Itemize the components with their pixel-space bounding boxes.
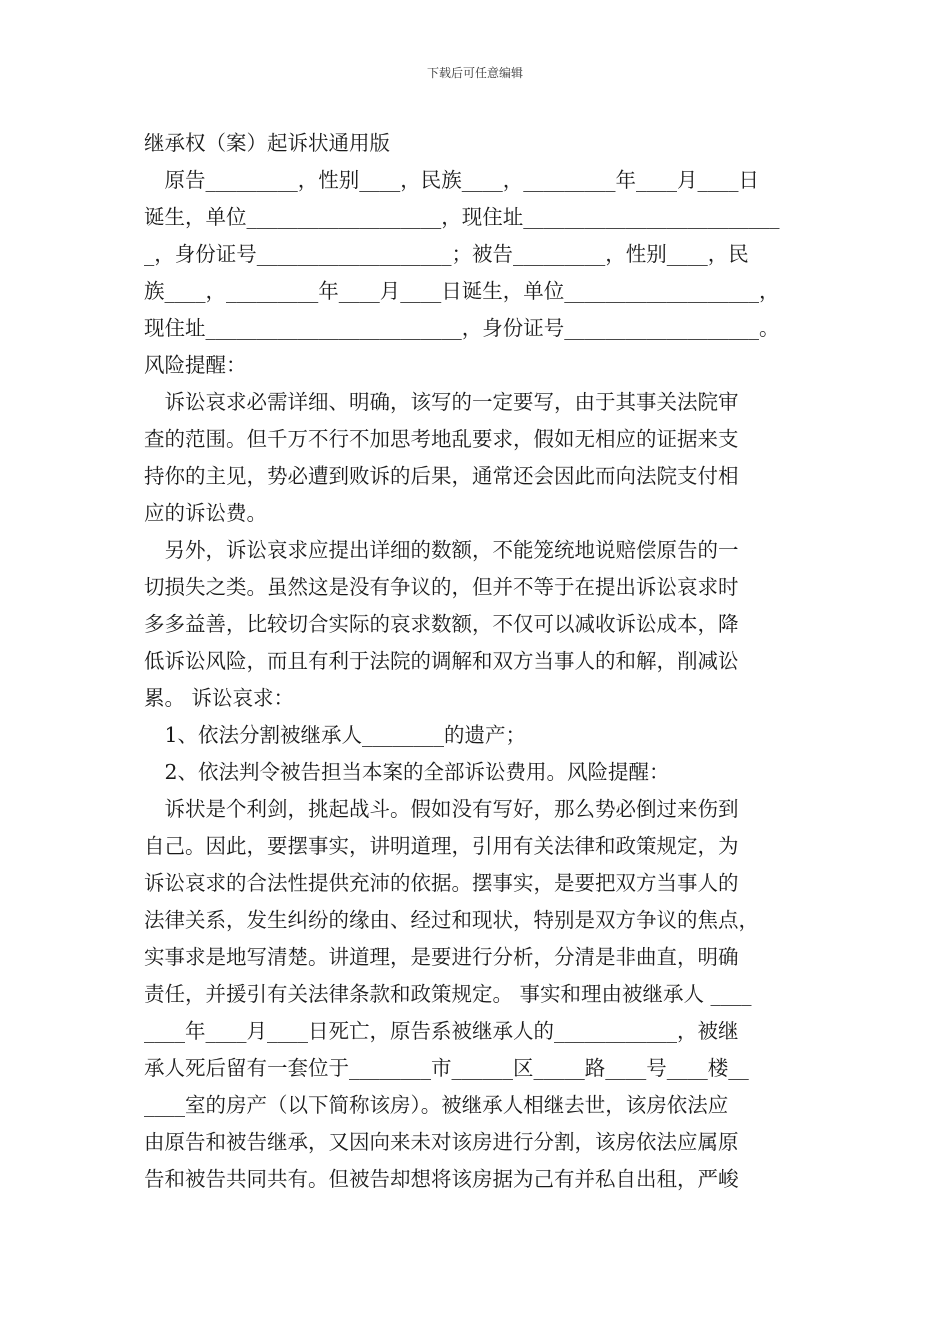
text-line: 累。 诉讼哀求： xyxy=(144,686,295,710)
text-line: 低诉讼风险，而且有利于法院的调解和双方当事人的和解，削减讼 xyxy=(144,649,739,673)
text-line: 查的范围。但千万不行不加思考地乱要求，假如无相应的证据来支 xyxy=(144,427,739,451)
text-line: 切损失之类。虽然这是没有争议的，但并不等于在提出诉讼哀求时 xyxy=(144,575,739,599)
text-line: 多多益善，比较切合实际的哀求数额，不仅可以减收诉讼成本，降 xyxy=(144,612,739,636)
text-line: 另外，诉讼哀求应提出详细的数额，不能笼统地说赔偿原告的一 xyxy=(144,538,739,562)
text-line: ____年____月____日死亡，原告系被继承人的____________，被继 xyxy=(144,1019,739,1043)
document-title: 继承权（案）起诉状通用版 xyxy=(144,131,390,155)
text-line: 诉讼哀求必需详细、明确，该写的一定要写，由于其事关法院审 xyxy=(144,390,739,414)
text-line: 责任，并援引有关法律条款和政策规定。 事实和理由被继承人 ____ xyxy=(144,982,752,1006)
text-line: 原告_________，性别____，民族____，_________年____月____日 xyxy=(144,168,759,192)
text-line: _，身份证号___________________；被告_________，性别____，民 xyxy=(144,242,749,266)
text-line: 诉讼哀求的合法性提供充沛的依据。摆事实，是要把双方当事人的 xyxy=(144,871,739,895)
text-line: 由原告和被告继承，又因向来未对该房进行分割，该房依法应属原 xyxy=(144,1130,739,1154)
page-header-note: 下载后可任意编辑 xyxy=(426,66,523,80)
section-heading: 风险提醒： xyxy=(144,353,247,377)
text-line: 实事求是地写清楚。讲道理，是要进行分析，分清是非曲直，明确 xyxy=(144,945,739,969)
text-line: 法律关系，发生纠纷的缘由、经过和现状，特别是双方争议的焦点， xyxy=(144,908,759,932)
text-line: 族____，_________年____月____日诞生，单位___________________， xyxy=(144,279,780,303)
claim-item: 1、依法分割被继承人________的遗产； xyxy=(144,723,527,747)
text-line: 诞生，单位___________________，现住址_________________________ xyxy=(144,205,780,229)
text-line: 现住址_________________________，身份证号___________________。 xyxy=(144,316,780,340)
text-line: ____室的房产（以下简称该房）。被继承人相继去世，该房依法应 xyxy=(144,1093,729,1117)
text-line: 诉状是个利剑，挑起战斗。假如没有写好，那么势必倒过来伤到 xyxy=(144,797,739,821)
text-line: 自己。因此，要摆事实，讲明道理，引用有关法律和政策规定，为 xyxy=(144,834,739,858)
text-line: 告和被告共同共有。但被告却想将该房据为己有并私自出租，严峻 xyxy=(144,1167,739,1191)
document-body xyxy=(144,125,816,1198)
text-line: 承人死后留有一套位于________市______区_____路____号____楼__ xyxy=(144,1056,749,1080)
text-line: 持你的主见，势必遭到败诉的后果，通常还会因此而向法院支付相 xyxy=(144,464,739,488)
claim-item: 2、依法判令被告担当本案的全部诉讼费用。风险提醒： xyxy=(144,760,670,784)
text-line: 应的诉讼费。 xyxy=(144,501,267,525)
